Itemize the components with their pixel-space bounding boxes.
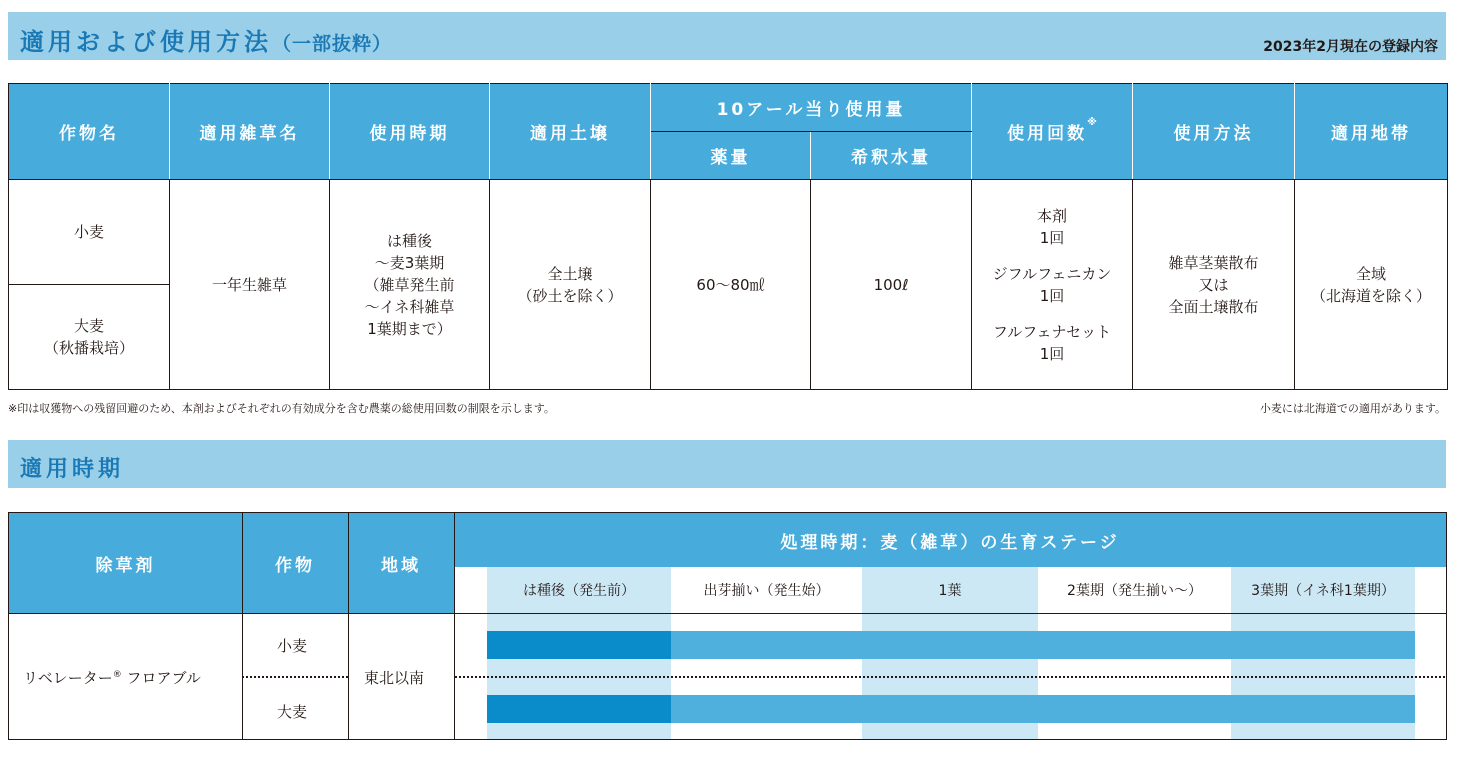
- region-cell: [1295, 180, 1448, 390]
- soil-cell: [490, 180, 651, 390]
- timing-line: は種後: [386, 231, 432, 250]
- header-period: 処理時期：麦（雑草）の生育ステージ: [780, 532, 1120, 553]
- product-name-suffix: フロアブル: [121, 669, 201, 687]
- column-divider: [348, 513, 349, 739]
- product-name-text: リベレーター: [23, 669, 113, 687]
- section-title: 適用時期: [20, 457, 125, 482]
- stage-spacer: [1415, 567, 1446, 613]
- column-divider: [454, 513, 455, 739]
- stage-2-leaf: 2葉期（発生揃い～）: [1038, 567, 1231, 613]
- registered-mark: ®: [112, 670, 122, 680]
- dose-cell: 60～80㎖: [651, 180, 811, 390]
- header-divider: [9, 613, 1446, 614]
- count-line: 1回: [1039, 228, 1065, 247]
- timing-line: ～イネ科雑草: [364, 297, 455, 316]
- timing-table: [8, 512, 1447, 740]
- stage-emergence: 出芽揃い（発生始）: [671, 567, 862, 613]
- region-line: 全域: [1355, 264, 1386, 283]
- wheat-bar-postemergence: [671, 631, 1415, 659]
- header-region: 適用地帯: [1295, 84, 1448, 180]
- crop-barley-label: 大麦: [73, 317, 104, 335]
- footnote-usage-limit: ※印は収獲物への残留回避のため、本剤およびそれぞれの有効成分を含む農薬の総使用回数の制限を示します。: [8, 402, 555, 415]
- soil-line: （砂土を除く）: [517, 286, 623, 305]
- header-herbicide: 除草剤: [95, 555, 156, 576]
- registration-date: 2023年2月現在の登録内容: [1263, 39, 1438, 55]
- method-line: 雑草茎葉散布: [1168, 253, 1259, 272]
- region-line: （北海道を除く）: [1310, 286, 1431, 305]
- section-title: [20, 22, 392, 57]
- footnote-hokkaido: 小麦には北海道での適用があります。: [1259, 402, 1446, 415]
- stage-1-leaf: 1葉: [862, 567, 1038, 613]
- crop-divider: [242, 676, 348, 678]
- header-soil: 適用土壌: [490, 84, 651, 180]
- section-title-text: 適用および使用方法: [20, 28, 272, 56]
- usage-table: [8, 83, 1448, 390]
- header-weed: 適用雑草名: [170, 84, 330, 180]
- stage-sowing: は種後（発生前）: [487, 567, 671, 613]
- timing-line: ～麦3葉期: [374, 253, 445, 272]
- method-cell: [1133, 180, 1295, 390]
- crop-barley: 大麦: [277, 703, 308, 721]
- count-line: 1回: [1039, 344, 1065, 363]
- header-crop: 作物名: [9, 84, 170, 180]
- weed-cell: 一年生雑草: [170, 180, 330, 390]
- count-line: 本剤: [1036, 206, 1067, 225]
- timeline-divider: [455, 676, 1445, 678]
- crop-wheat: 小麦: [277, 637, 308, 655]
- water-cell: 100ℓ: [811, 180, 972, 390]
- product-name: [23, 667, 201, 688]
- section-header-timing: [8, 440, 1446, 488]
- soil-line: 全土壌: [547, 264, 593, 283]
- crop-barley-note: （秋播栽培）: [43, 339, 134, 357]
- header-count-text: 使用回数: [1007, 124, 1088, 144]
- header-count: [972, 84, 1133, 180]
- area-name: 東北以南: [364, 669, 425, 687]
- header-dose: 薬量: [651, 132, 811, 180]
- timing-line: （雑草発生前: [364, 275, 455, 294]
- section-header-usage: [8, 12, 1446, 60]
- stage-3-leaf: 3葉期（イネ科1葉期）: [1231, 567, 1415, 613]
- crop-wheat: 小麦: [9, 180, 170, 285]
- method-line: 全面土壌散布: [1168, 297, 1259, 316]
- header-count-mark: ※: [1087, 117, 1097, 128]
- header-timing: 使用時期: [330, 84, 490, 180]
- count-line: フルフェナセット: [992, 322, 1112, 341]
- barley-bar-postemergence: [671, 695, 1415, 723]
- header-usage-per-10a: 10アール当り使用量: [651, 84, 972, 132]
- count-cell: [972, 180, 1133, 390]
- header-method: 使用方法: [1133, 84, 1295, 180]
- crop-barley: [9, 285, 170, 390]
- column-divider: [242, 513, 243, 739]
- stage-spacer: [455, 567, 487, 613]
- method-line: 又は: [1198, 275, 1229, 294]
- header-crop: 作物: [275, 555, 315, 576]
- timing-line: 1葉期まで）: [367, 319, 452, 338]
- header-water: 希釈水量: [811, 132, 972, 180]
- section-subtitle: （一部抜粋）: [272, 33, 393, 55]
- timing-cell: [330, 180, 490, 390]
- barley-bar-preemergence: [487, 695, 671, 723]
- count-line: ジフルフェニカン: [992, 264, 1112, 283]
- count-line: 1回: [1039, 286, 1065, 305]
- header-area: 地域: [381, 555, 421, 576]
- wheat-bar-preemergence: [487, 631, 671, 659]
